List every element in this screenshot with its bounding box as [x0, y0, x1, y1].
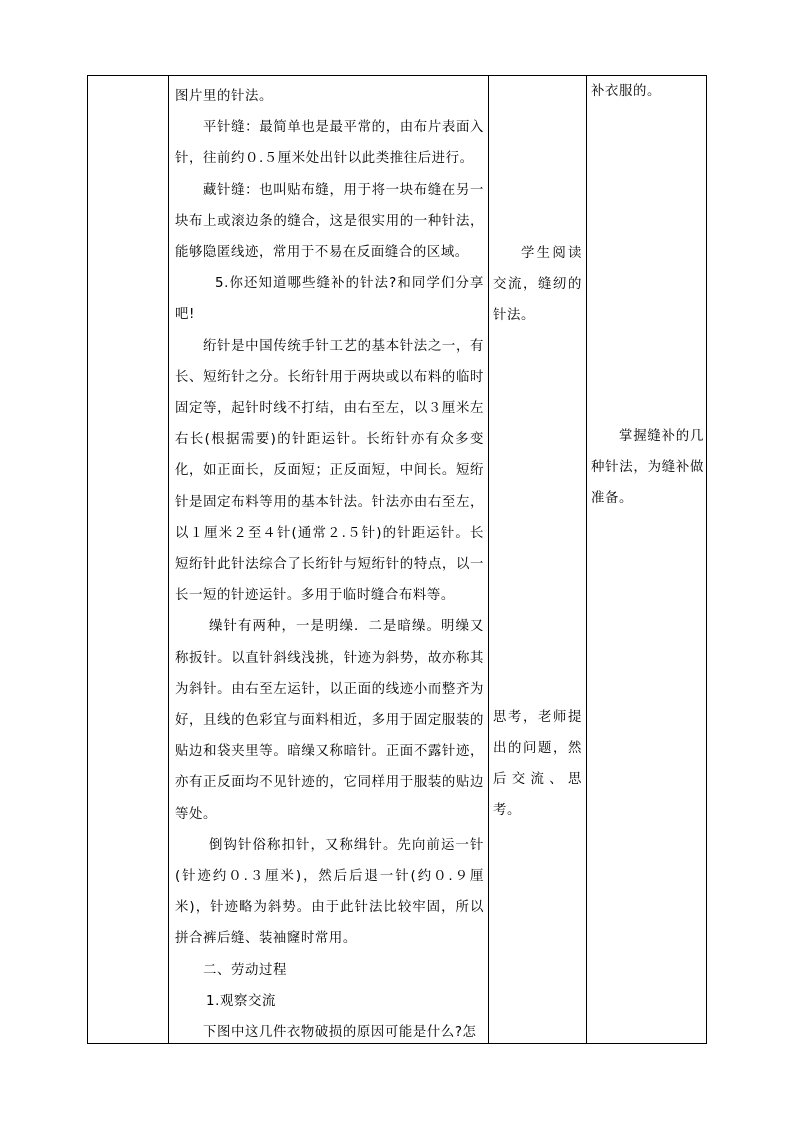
- student-activity-thinking: 思考，老师提出的问题，然后交流、思考。: [493, 710, 582, 818]
- paragraph-running-stitch: 平针缝：最简单也是最平常的，由布片表面入针，往前约０.５厘米处出针以此类推往后进行。: [175, 120, 484, 167]
- paragraph-hidden-stitch: 藏针缝：也叫贴布缝，用于将一块布缝在另一块布上或滚边条的缝合，这是很实用的一种针法，能够隐匿线迹，常用于不易在反面缝合的区域。: [175, 182, 484, 261]
- student-activity-reading: 学生阅读交流，缝纫的针法。: [493, 246, 582, 323]
- section-heading-labor-process: 二、劳动过程: [203, 962, 287, 978]
- paragraph-back-stitch: 倒钩针俗称扣针，又称缉针。先向前运一针(针迹约０.３厘米)，然后后退一针(约０.９厘米)，针迹略为斜势。由于此针法比较牢固，所以拼合裤后缝、装袖窿时常用。: [175, 837, 484, 947]
- subheading-observe-exchange: 1.观察交流: [206, 993, 276, 1009]
- question-clothing-damage: 下图中这几件衣物破损的原因可能是什么?怎: [203, 1025, 477, 1041]
- intent-master-stitches: 掌握缝补的几种针法，为缝补做准备。: [591, 429, 704, 506]
- paragraph-basting-stitch: 绗针是中国传统手针工艺的基本针法之一，有长、短绗针之分。长绗针用于两块或以布料的临时固定等，起针时线不打结，由右至左，以３厘米左右长(根据需要)的针距运针。长绗针亦有众多变化，如正面长，反面短；正反面短，中间长。短绗针是固定布料等用的基本针法。针法亦由右至左，以１厘米２至４针(通常２.５针)的针距运针。长短绗针此针法综合了长绗针与短绗针的特点，以一长一短的针迹运针。多用于临时缝合布料等。: [175, 338, 484, 604]
- paragraph-image-stitches: 图片里的针法。: [175, 89, 273, 104]
- design-intent-cell: [587, 76, 708, 1043]
- paragraph-slip-stitch: 缲针有两种，一是明缲．二是暗缲。明缲又称扳针。以直针斜线浅挑，针迹为斜势，故亦称其为斜针。由右至左运针，以正面的线迹小而整齐为好，且线的色彩宜与面料相近，多用于固定服装的贴边和袋夹里等。暗缲又称暗针。正面不露针迹，亦有正反面均不见针迹的，它同样用于服装的贴边等处。: [175, 619, 484, 822]
- student-activity-cell: [489, 76, 586, 1043]
- lesson-plan-table: [87, 75, 707, 1044]
- question-other-stitches: 5.你还知道哪些缝补的针法?和同学们分享吧!: [175, 276, 484, 323]
- intent-mend-clothes: 补衣服的。: [591, 84, 661, 99]
- teaching-content-cell: [169, 76, 488, 1043]
